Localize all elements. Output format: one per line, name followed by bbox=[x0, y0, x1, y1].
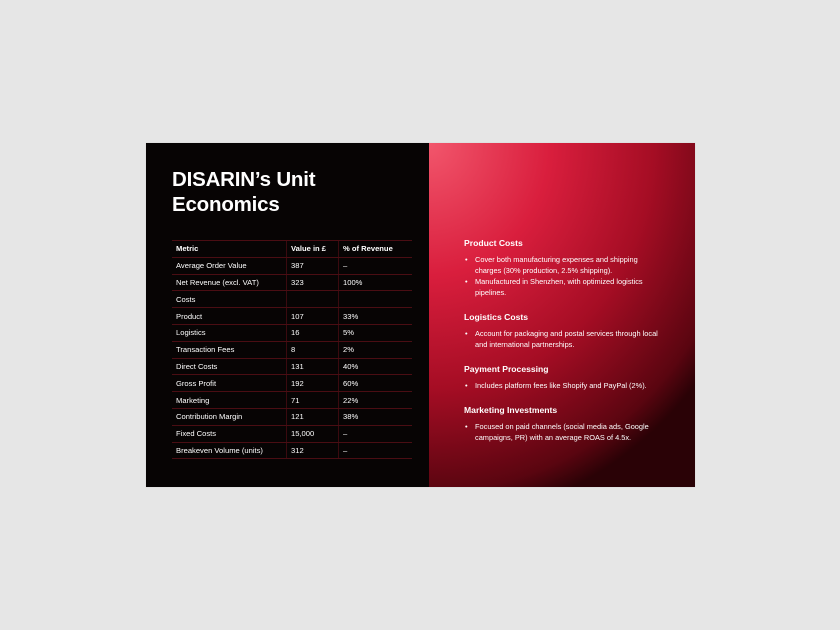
cell-value: 131 bbox=[287, 358, 339, 375]
section-payment-processing bbox=[464, 364, 664, 391]
table-row bbox=[172, 341, 412, 358]
bullet-item: • Account for packaging and postal services through local and international partnerships. bbox=[464, 328, 664, 350]
section-heading: Product Costs bbox=[464, 238, 523, 248]
section-heading: Marketing Investments bbox=[464, 405, 558, 415]
cell-percent: 60% bbox=[339, 375, 413, 392]
cell-value: 192 bbox=[287, 375, 339, 392]
cell-metric: Logistics bbox=[172, 324, 287, 341]
cell-metric: Costs bbox=[172, 291, 287, 308]
cell-percent: 5% bbox=[339, 324, 413, 341]
cell-value: 71 bbox=[287, 392, 339, 409]
section-heading: Logistics Costs bbox=[464, 312, 528, 322]
table-row bbox=[172, 442, 412, 459]
bullet-item: • Includes platform fees like Shopify and PayPal (2%). bbox=[464, 380, 664, 391]
cell-percent: – bbox=[339, 425, 413, 442]
table-row bbox=[172, 308, 412, 325]
section-logistics-costs bbox=[464, 312, 664, 350]
cell-metric: Marketing bbox=[172, 392, 287, 409]
cell-percent: 38% bbox=[339, 408, 413, 425]
header-value: Value in £ bbox=[287, 241, 339, 258]
table-row bbox=[172, 425, 412, 442]
cell-metric: Gross Profit bbox=[172, 375, 287, 392]
cell-percent: 22% bbox=[339, 392, 413, 409]
unit-economics-table bbox=[172, 240, 412, 459]
cell-value bbox=[287, 291, 339, 308]
cell-metric: Net Revenue (excl. VAT) bbox=[172, 274, 287, 291]
table-header-row bbox=[172, 241, 412, 258]
cell-metric: Product bbox=[172, 308, 287, 325]
bullet-list bbox=[464, 328, 664, 350]
cell-metric: Contribution Margin bbox=[172, 408, 287, 425]
bullet-item: • Manufactured in Shenzhen, with optimized logistics pipelines. bbox=[464, 276, 664, 298]
cell-value: 121 bbox=[287, 408, 339, 425]
cell-value: 15,000 bbox=[287, 425, 339, 442]
table-row bbox=[172, 392, 412, 409]
cost-sections bbox=[464, 238, 664, 457]
right-panel bbox=[429, 143, 695, 487]
header-percent: % of Revenue bbox=[339, 241, 413, 258]
cell-value: 8 bbox=[287, 341, 339, 358]
cell-metric: Average Order Value bbox=[172, 257, 287, 274]
bullet-item: • Focused on paid channels (social media ads, Google campaigns, PR) with an average ROAS of 4.5x. bbox=[464, 421, 664, 443]
cell-metric: Transaction Fees bbox=[172, 341, 287, 358]
bullet-list bbox=[464, 380, 664, 391]
slide bbox=[146, 143, 695, 487]
section-marketing-investments bbox=[464, 405, 664, 443]
cell-percent: 100% bbox=[339, 274, 413, 291]
cell-value: 312 bbox=[287, 442, 339, 459]
section-product-costs bbox=[464, 238, 664, 298]
cell-metric: Breakeven Volume (units) bbox=[172, 442, 287, 459]
table-row bbox=[172, 257, 412, 274]
cell-value: 323 bbox=[287, 274, 339, 291]
cell-percent: 40% bbox=[339, 358, 413, 375]
table-row bbox=[172, 408, 412, 425]
table-row bbox=[172, 324, 412, 341]
table-row bbox=[172, 358, 412, 375]
cell-percent bbox=[339, 291, 413, 308]
cell-percent: – bbox=[339, 442, 413, 459]
cell-percent: 33% bbox=[339, 308, 413, 325]
slide-title: DISARIN’s Unit Economics bbox=[172, 168, 316, 216]
cell-value: 387 bbox=[287, 257, 339, 274]
table-row bbox=[172, 291, 412, 308]
bullet-list bbox=[464, 421, 664, 443]
table-row bbox=[172, 274, 412, 291]
cell-metric: Fixed Costs bbox=[172, 425, 287, 442]
section-heading: Payment Processing bbox=[464, 364, 549, 374]
cell-value: 107 bbox=[287, 308, 339, 325]
header-metric: Metric bbox=[172, 241, 287, 258]
cell-value: 16 bbox=[287, 324, 339, 341]
left-panel bbox=[146, 143, 429, 487]
cell-percent: – bbox=[339, 257, 413, 274]
cell-metric: Direct Costs bbox=[172, 358, 287, 375]
cell-percent: 2% bbox=[339, 341, 413, 358]
table-row bbox=[172, 375, 412, 392]
bullet-list bbox=[464, 254, 664, 298]
bullet-item: • Cover both manufacturing expenses and shipping charges (30% production, 2.5% shipping). bbox=[464, 254, 664, 276]
